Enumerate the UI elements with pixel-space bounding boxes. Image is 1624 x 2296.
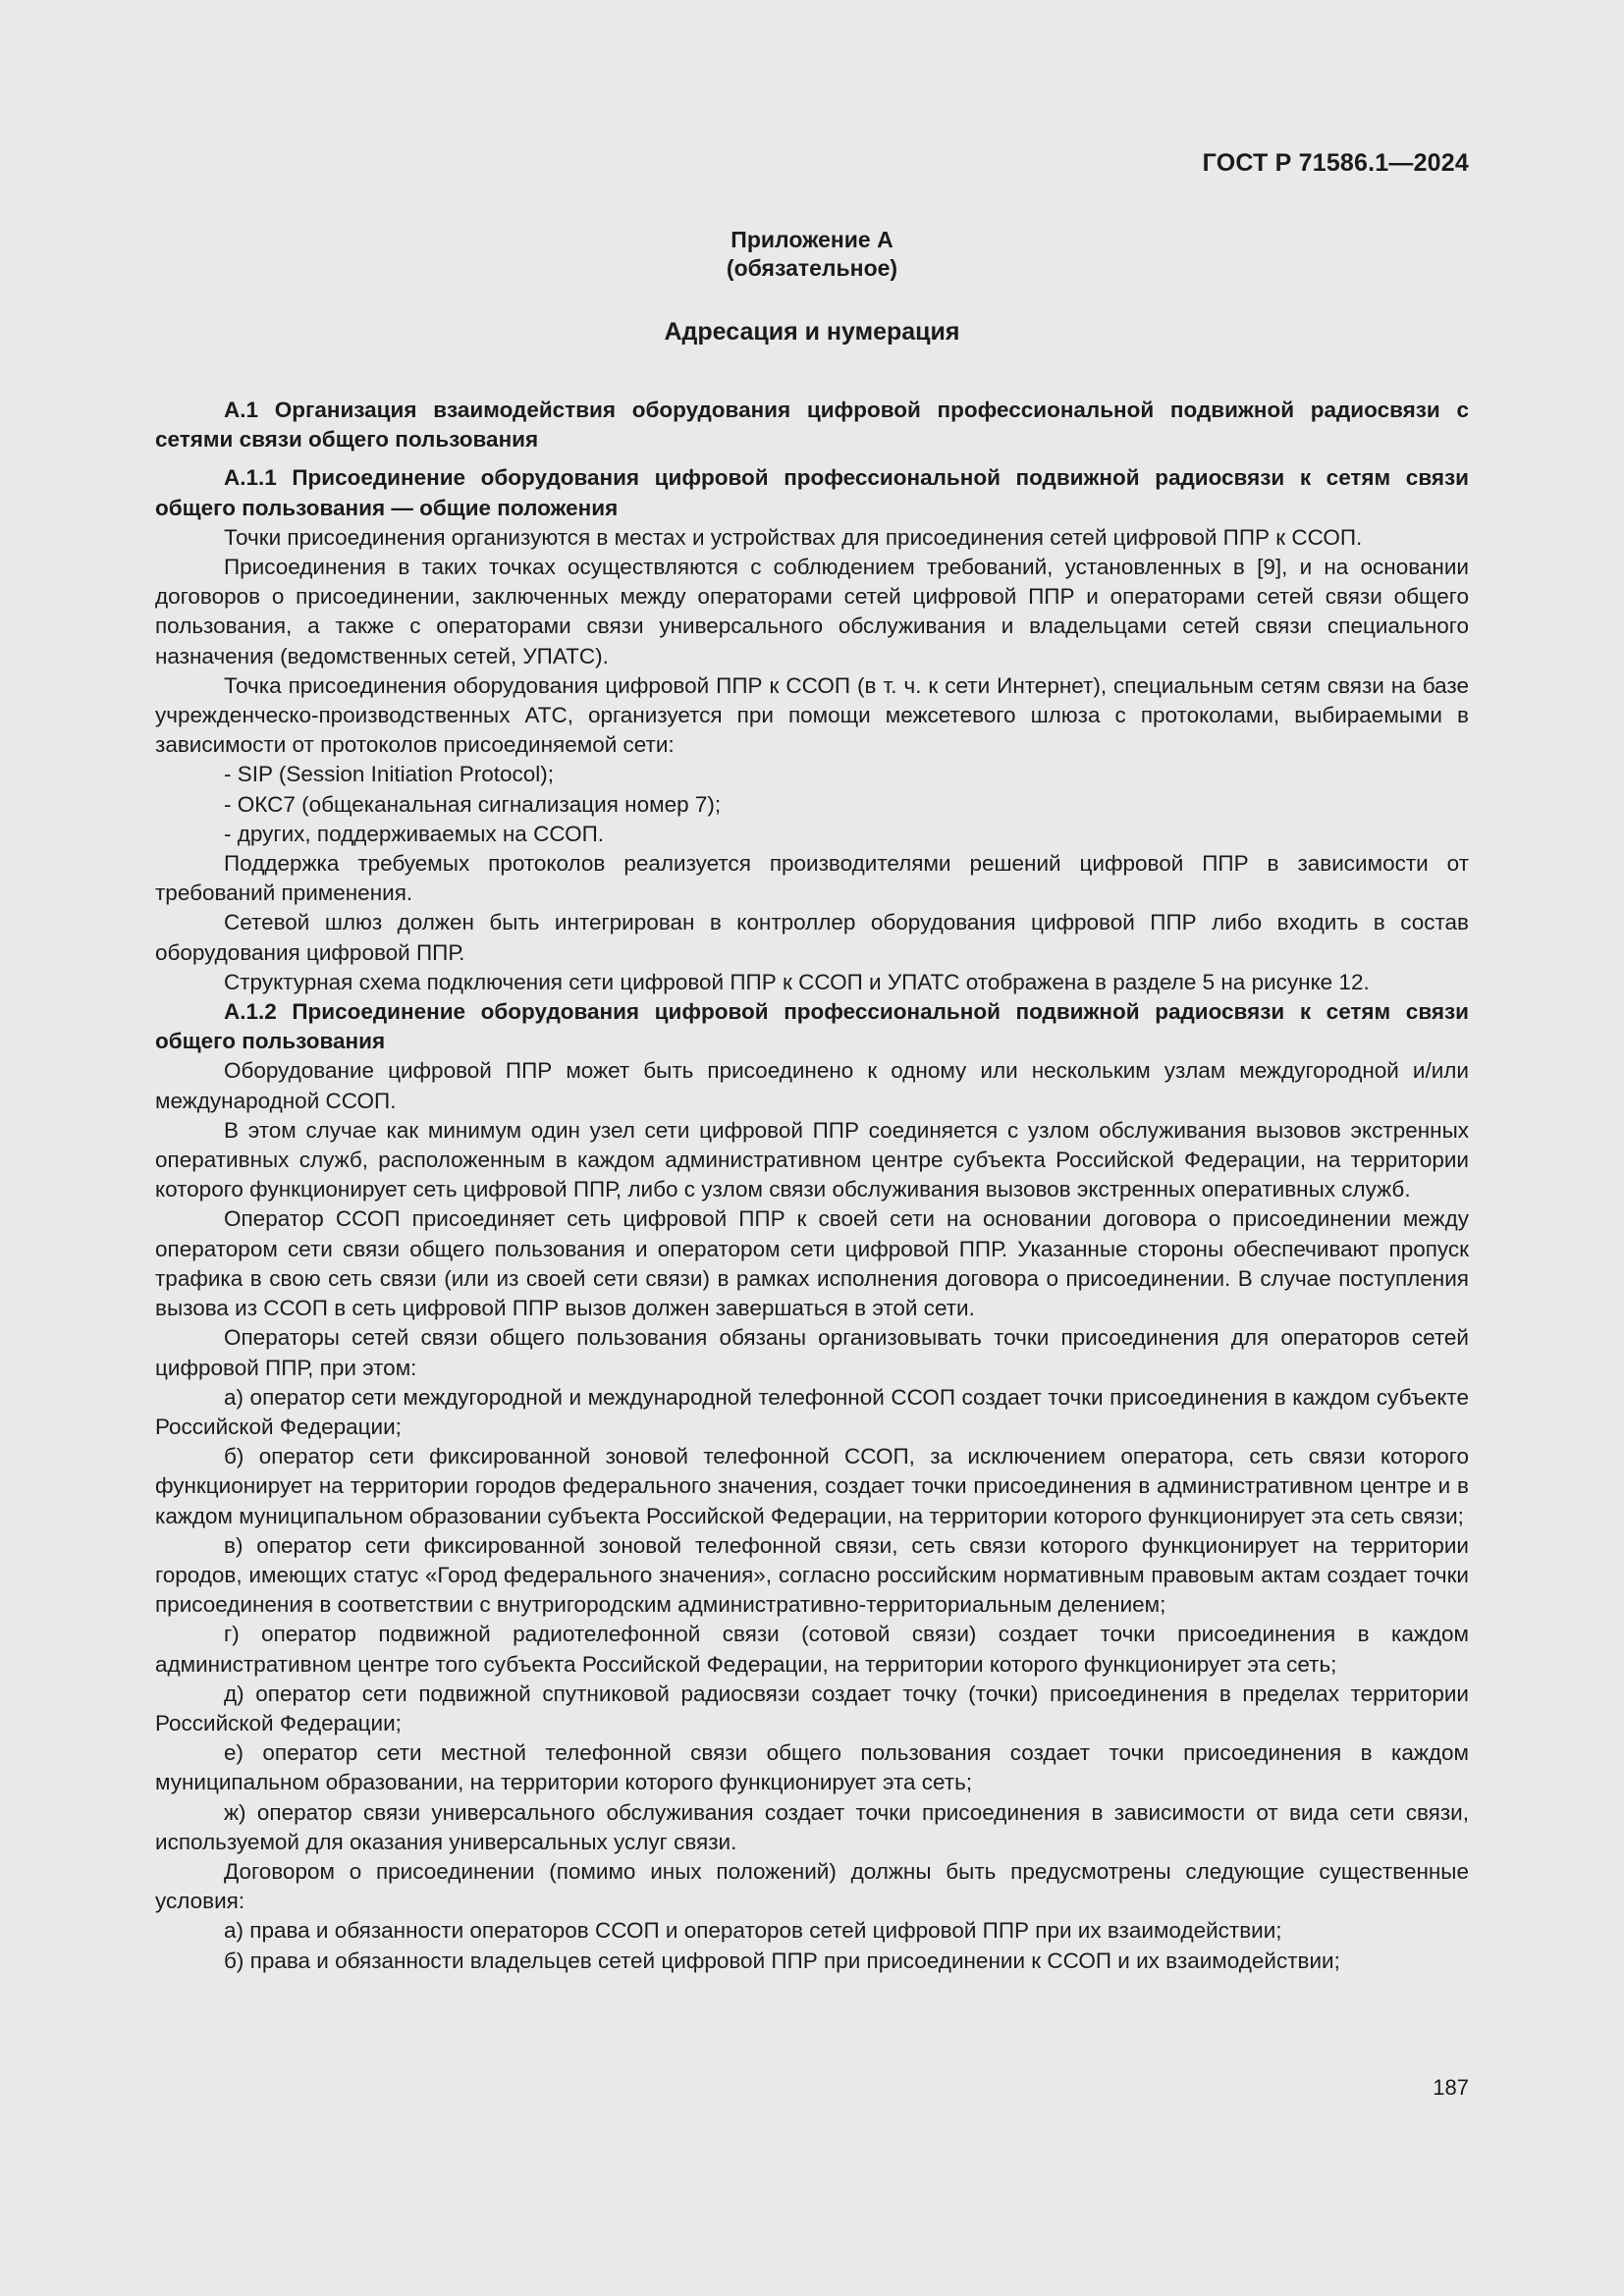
list-item: в) оператор сети фиксированной зоновой телефонной связи, сеть связи которого функционирует на территории городов, имеющих статус «Город федерального значения», согласно российским нормативным правовым актам создает точки присоединения в соответствии с внутригородским административно-территориальным делением; — [155, 1532, 1469, 1618]
list-item: д) оператор сети подвижной спутниковой радиосвязи создает точку (точки) присоединения в пределах территории Российской Федерации; — [155, 1681, 1469, 1735]
list-item: - ОКС7 (общеканальная сигнализация номер 7); — [224, 791, 722, 817]
appendix-title: Адресация и нумерация — [664, 318, 960, 346]
paragraph: Присоединения в таких точках осуществляются с соблюдением требований, установленных в [9], и на основании договоров о присоединении, заключенных между операторами сетей цифровой ППР и операторами сетей связи общего пользования, а также с операторами связи универсального обслуживания и владельцами сетей связи специального назначения (ведомственных сетей, УПАТС). — [155, 555, 1469, 668]
paragraph: Оборудование цифровой ППР может быть присоединено к одному или нескольким узлам междугородной и/или международной ССОП. — [155, 1058, 1469, 1113]
section-heading-a1: А.1 Организация взаимодействия оборудования цифровой профессиональной подвижной радиосвязи с сетями связи общего пользования — [155, 398, 1469, 453]
paragraph: Договором о присоединении (помимо иных положений) должны быть предусмотрены следующие существенные условия: — [155, 1858, 1469, 1914]
appendix-label: Приложение А — [731, 227, 893, 252]
paragraph: Операторы сетей связи общего пользования обязаны организовывать точки присоединения для операторов сетей цифровой ППР, при этом: — [155, 1325, 1469, 1380]
list-item: б) оператор сети фиксированной зоновой телефонной ССОП, за исключением оператора, сеть связи которого функционирует на территории городов федерального значения, создает точки присоединения в административном центре и в каждом муниципальном образовании субъекта Российской Федерации, на территории которого функционирует эта сеть связи; — [155, 1444, 1469, 1528]
subsection-heading-a1-2: А.1.2 Присоединение оборудования цифровой профессиональной подвижной радиосвязи к сетям связи общего пользования — [155, 999, 1469, 1054]
list-item: г) оператор подвижной радиотелефонной связи (сотовой связи) создает точки присоединения в каждом административном центре того субъекта Российской Федерации, на территории которого функционирует эта сеть; — [155, 1622, 1469, 1677]
paragraph: Сетевой шлюз должен быть интегрирован в контроллер оборудования цифровой ППР либо входить в состав оборудования цифровой ППР. — [155, 910, 1469, 965]
list-item: ж) оператор связи универсального обслуживания создает точки присоединения в зависимости от вида сети связи, используемой для оказания универсальных услуг связи. — [155, 1799, 1469, 1854]
paragraph: Структурная схема подключения сети цифровой ППР к ССОП и УПАТС отображена в разделе 5 на рисунке 12. — [224, 969, 1370, 994]
paragraph: Точка присоединения оборудования цифровой ППР к ССОП (в т. ч. к сети Интернет), специальным сетям связи на базе учрежденческо-производственных АТС, организуется при помощи межсетевого шлюза с протоколами, выбираемыми в зависимости от протоколов присоединяемой сети: — [155, 672, 1469, 758]
appendix-heading — [0, 226, 1624, 283]
list-item: е) оператор сети местной телефонной связи общего пользования создает точки присоединения в каждом муниципальном образовании, на территории которого функционирует эта сеть; — [155, 1740, 1469, 1795]
list-item: - SIP (Session Initiation Protocol); — [224, 762, 554, 787]
paragraph: Точки присоединения организуются в местах и устройствах для присоединения сетей цифровой ППР к ССОП. — [224, 524, 1363, 550]
list-item: а) оператор сети междугородной и международной телефонной ССОП создает точки присоединения в каждом субъекте Российской Федерации; — [155, 1384, 1469, 1439]
document-body — [155, 396, 1469, 1976]
document-code: ГОСТ Р 71586.1—2024 — [1202, 149, 1469, 177]
paragraph: Оператор ССОП присоединяет сеть цифровой ППР к своей сети на основании договора о присоединении между оператором сети связи общего пользования и оператором сети цифровой ППР. Указанные стороны обеспечивают пропуск трафика в свою сеть связи (или из своей сети связи) в рамках исполнения договора о присоединении. В случае поступления вызова из ССОП в сеть цифровой ППР вызов должен завершаться в этой сети. — [155, 1206, 1469, 1321]
list-item: - других, поддерживаемых на ССОП. — [224, 821, 605, 846]
subsection-heading-a1-1: А.1.1 Присоединение оборудования цифровой профессиональной подвижной радиосвязи к сетям связи общего пользования — общие положения — [155, 465, 1469, 520]
paragraph: Поддержка требуемых протоколов реализуется производителями решений цифровой ППР в зависимости от требований применения. — [155, 851, 1469, 906]
appendix-status: (обязательное) — [726, 255, 898, 281]
paragraph: В этом случае как минимум один узел сети цифровой ППР соединяется с узлом обслуживания вызовов экстренных оперативных служб, расположенным в каждом административном центре субъекта Российской Федерации, на территории которого функционирует сеть цифровой ППР, либо с узлом связи обслуживания вызовов экстренных оперативных служб. — [155, 1117, 1469, 1202]
list-item: а) права и обязанности операторов ССОП и операторов сетей цифровой ППР при их взаимодействии; — [224, 1918, 1282, 1944]
page-number: 187 — [1433, 2075, 1469, 2100]
list-item: б) права и обязанности владельцев сетей цифровой ППР при присоединении к ССОП и их взаимодействии; — [224, 1948, 1340, 1973]
